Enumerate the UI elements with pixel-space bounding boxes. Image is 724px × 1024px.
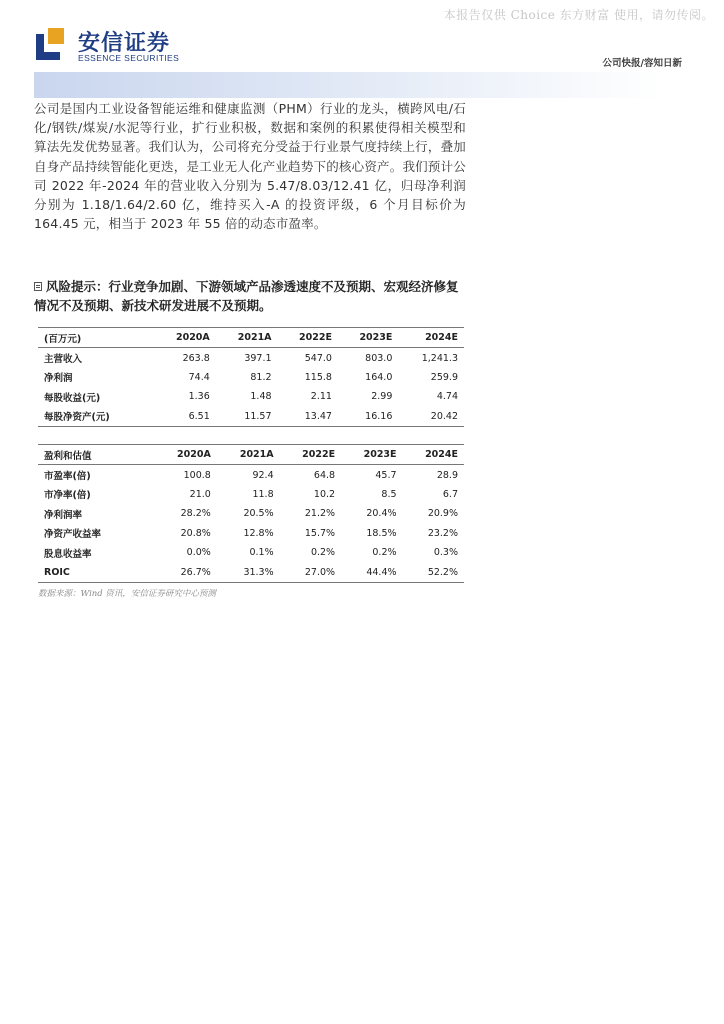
table-cell: 16.16: [365, 410, 393, 422]
row-label: 净利润: [44, 373, 73, 385]
column-header: 2024E: [425, 332, 458, 344]
row-label: 每股收益(元): [44, 392, 101, 404]
valuation-table: [38, 444, 464, 583]
table-row: [38, 465, 464, 485]
table-cell: 20.9%: [427, 508, 458, 520]
table-cell: 20.8%: [180, 527, 211, 539]
row-label: 净利润率: [44, 509, 83, 521]
table-cell: 2.11: [310, 391, 332, 403]
table-cell: 0.2%: [372, 547, 397, 559]
table-cell: 547.0: [304, 352, 332, 364]
table-cell: 64.8: [313, 469, 336, 481]
report-type-label: 公司快报/容知日新: [602, 58, 682, 69]
table-header-row: [38, 328, 464, 348]
financial-summary-table: [38, 327, 464, 427]
table-cell: 164.0: [365, 371, 393, 383]
risk-notice-text: 风险提示：行业竞争加剧、下游领域产品渗透速度不及预期、宏观经济修复情况不及预期、新技术研发进展不及预期。: [34, 279, 459, 313]
table-cell: 263.8: [182, 352, 210, 364]
table-cell: 6.7: [442, 488, 458, 500]
table-cell: 803.0: [365, 352, 393, 364]
table-row: [38, 562, 464, 582]
column-header: 2023E: [359, 332, 393, 344]
table-cell: 100.8: [183, 469, 211, 481]
row-label: 股息收益率: [44, 548, 92, 560]
table-row: [38, 387, 464, 406]
table-cell: 27.0%: [304, 566, 336, 578]
table-cell: 11.57: [244, 410, 272, 422]
table-cell: 45.7: [375, 469, 397, 481]
table-cell: 20.42: [430, 410, 458, 422]
table-cell: 0.3%: [433, 547, 458, 559]
table-cell: 26.7%: [180, 566, 211, 578]
table-row: [38, 368, 464, 387]
table-cell: 259.9: [430, 371, 458, 383]
table-cell: 0.2%: [310, 547, 336, 559]
watermark-text: 本报告仅供 Choice 东方财富 使用，请勿传阅。: [443, 8, 714, 22]
column-header: 2020A: [177, 449, 211, 461]
table-cell: 13.47: [304, 410, 332, 422]
table-cell: 1.48: [250, 391, 272, 403]
table-cell: 31.3%: [243, 566, 274, 578]
table-cell: 10.2: [313, 488, 336, 500]
table-cell: 81.2: [250, 371, 272, 383]
table-cell: 15.7%: [304, 527, 336, 539]
table-cell: 28.2%: [180, 508, 211, 520]
logo-name-cn: 安信证券: [78, 31, 171, 56]
table-cell: 52.2%: [427, 566, 458, 578]
data-source-note: 数据来源：Wind 资讯，安信证券研究中心预测: [38, 589, 216, 599]
logo-mark-icon: [34, 26, 68, 62]
row-label: 净资产收益率: [44, 529, 102, 541]
table-cell: 92.4: [252, 469, 274, 481]
row-label: ROIC: [44, 566, 70, 578]
table-cell: 0.1%: [249, 547, 274, 559]
column-header: 2022E: [302, 449, 336, 461]
table-cell: 20.5%: [243, 508, 274, 520]
table-cell: 6.51: [188, 410, 210, 422]
table-row: [38, 543, 464, 562]
column-header: 2021A: [237, 332, 272, 344]
table-cell: 12.8%: [243, 527, 274, 539]
table-cell: 20.4%: [366, 508, 397, 520]
table-cell: 2.99: [371, 391, 393, 403]
table-cell: 0.0%: [186, 547, 211, 559]
column-header: 2024E: [425, 449, 458, 461]
column-header: 2023E: [363, 449, 397, 461]
document-icon: [34, 282, 42, 291]
summary-paragraph: 公司是国内工业设备智能运维和健康监测（PHM）行业的龙头，横跨风电/石化/钢铁/煤炭/水泥等行业，扩行业积极，数据和案例的积累使得相关模型和算法先发优势显著。我们认为，公司将充分受益于行业景气度持续上行，叠加自身产品持续智能化更迭，是工业无人化产业趋势下的核心资产。我们预计公司 2022 年-2024 年的营业收入分别为 5.47/8.03/12.41 亿，归母净利润分别为 1.18/1.64/2.60 亿，维持买入-A 的投资评级，6 个月目标价为 164.45 元，相当于 2023 年 55 倍的动态市盈率。: [34, 101, 466, 232]
table-cell: 1,241.3: [421, 352, 458, 364]
table-row: [38, 407, 464, 427]
table-cell: 115.8: [304, 371, 332, 383]
table-cell: 18.5%: [366, 527, 397, 539]
table-cell: 28.9: [436, 469, 458, 481]
column-header: 盈利和估值: [44, 450, 92, 462]
table-cell: 4.74: [436, 391, 458, 403]
table-row: [38, 504, 464, 523]
row-label: 市盈率(倍): [44, 471, 91, 483]
column-header: 2020A: [175, 332, 210, 344]
table-row: [38, 485, 464, 504]
column-header: (百万元): [44, 333, 82, 345]
row-label: 市净率(倍): [44, 490, 91, 502]
logo-name-en: ESSENCE SECURITIES: [78, 53, 180, 63]
table-row: [38, 348, 464, 368]
table-cell: 8.5: [381, 488, 397, 500]
header-band: [34, 72, 662, 98]
column-header: 2022E: [299, 332, 332, 344]
row-label: 每股净资产(元): [44, 412, 110, 424]
table-row: [38, 524, 464, 543]
table-cell: 397.1: [244, 352, 272, 364]
column-header: 2021A: [239, 449, 274, 461]
table-cell: 1.36: [188, 391, 210, 403]
table-cell: 11.8: [252, 488, 274, 500]
row-label: 主营收入: [44, 354, 83, 366]
table-cell: 23.2%: [427, 527, 458, 539]
table-cell: 74.4: [188, 371, 210, 383]
risk-notice: [34, 277, 466, 315]
table-cell: 21.0: [189, 488, 211, 500]
table-cell: 44.4%: [366, 566, 397, 578]
table-cell: 21.2%: [304, 508, 336, 520]
table-header-row: [38, 445, 464, 465]
